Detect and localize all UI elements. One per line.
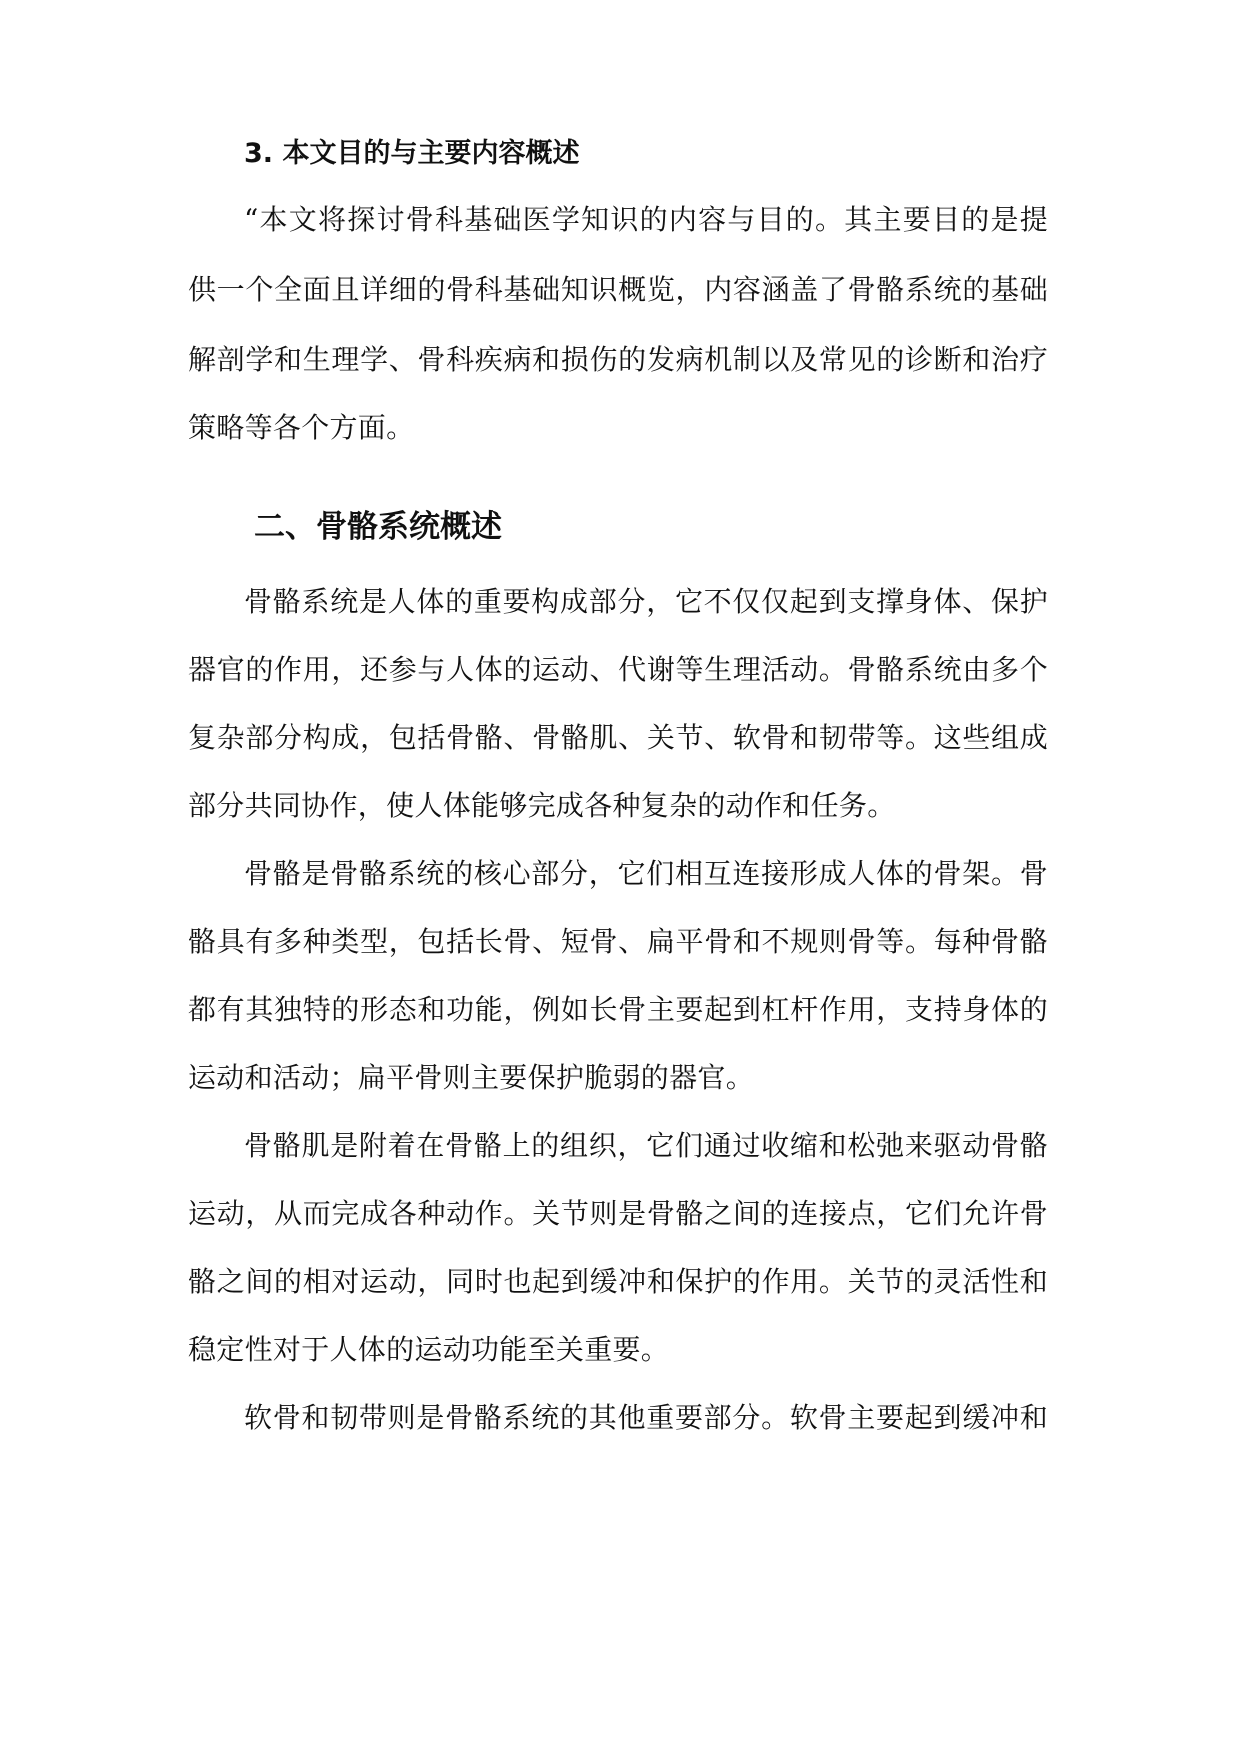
paragraph-line: “本文将探讨骨科基础医学知识的内容与目的。其主要目的是提 [244, 203, 1048, 236]
section-heading-3: 3. 本文目的与主要内容概述 [244, 138, 580, 169]
paragraph-line: 解剖学和生理学、骨科疾病和损伤的发病机制以及常见的诊断和治疗 [188, 343, 1048, 376]
paragraph-line: 骼具有多种类型，包括长骨、短骨、扁平骨和不规则骨等。每种骨骼 [188, 925, 1048, 958]
paragraph-line: 复杂部分构成，包括骨骼、骨骼肌、关节、软骨和韧带等。这些组成 [188, 721, 1048, 754]
paragraph-line: 部分共同协作，使人体能够完成各种复杂的动作和任务。 [188, 789, 896, 822]
paragraph-line: 供一个全面且详细的骨科基础知识概览，内容涵盖了骨骼系统的基础 [188, 273, 1048, 306]
paragraph-line: 运动和活动；扁平骨则主要保护脆弱的器官。 [188, 1061, 755, 1094]
paragraph-line: 骨骼肌是附着在骨骼上的组织，它们通过收缩和松弛来驱动骨骼 [244, 1129, 1048, 1162]
section-heading-2: 二、骨骼系统概述 [254, 509, 502, 545]
paragraph-line: 都有其独特的形态和功能，例如长骨主要起到杠杆作用，支持身体的 [188, 993, 1048, 1026]
paragraph-line: 器官的作用，还参与人体的运动、代谢等生理活动。骨骼系统由多个 [188, 653, 1048, 686]
paragraph-line: 策略等各个方面。 [188, 411, 415, 444]
paragraph-line: 骼之间的相对运动，同时也起到缓冲和保护的作用。关节的灵活性和 [188, 1265, 1048, 1298]
paragraph-line: 骨骼系统是人体的重要构成部分，它不仅仅起到支撑身体、保护 [244, 585, 1048, 618]
paragraph-line: 稳定性对于人体的运动功能至关重要。 [188, 1333, 670, 1366]
paragraph-line: 运动，从而完成各种动作。关节则是骨骼之间的连接点，它们允许骨 [188, 1197, 1048, 1230]
paragraph-line: 软骨和韧带则是骨骼系统的其他重要部分。软骨主要起到缓冲和 [244, 1401, 1048, 1434]
paragraph-line: 骨骼是骨骼系统的核心部分，它们相互连接形成人体的骨架。骨 [244, 857, 1048, 890]
